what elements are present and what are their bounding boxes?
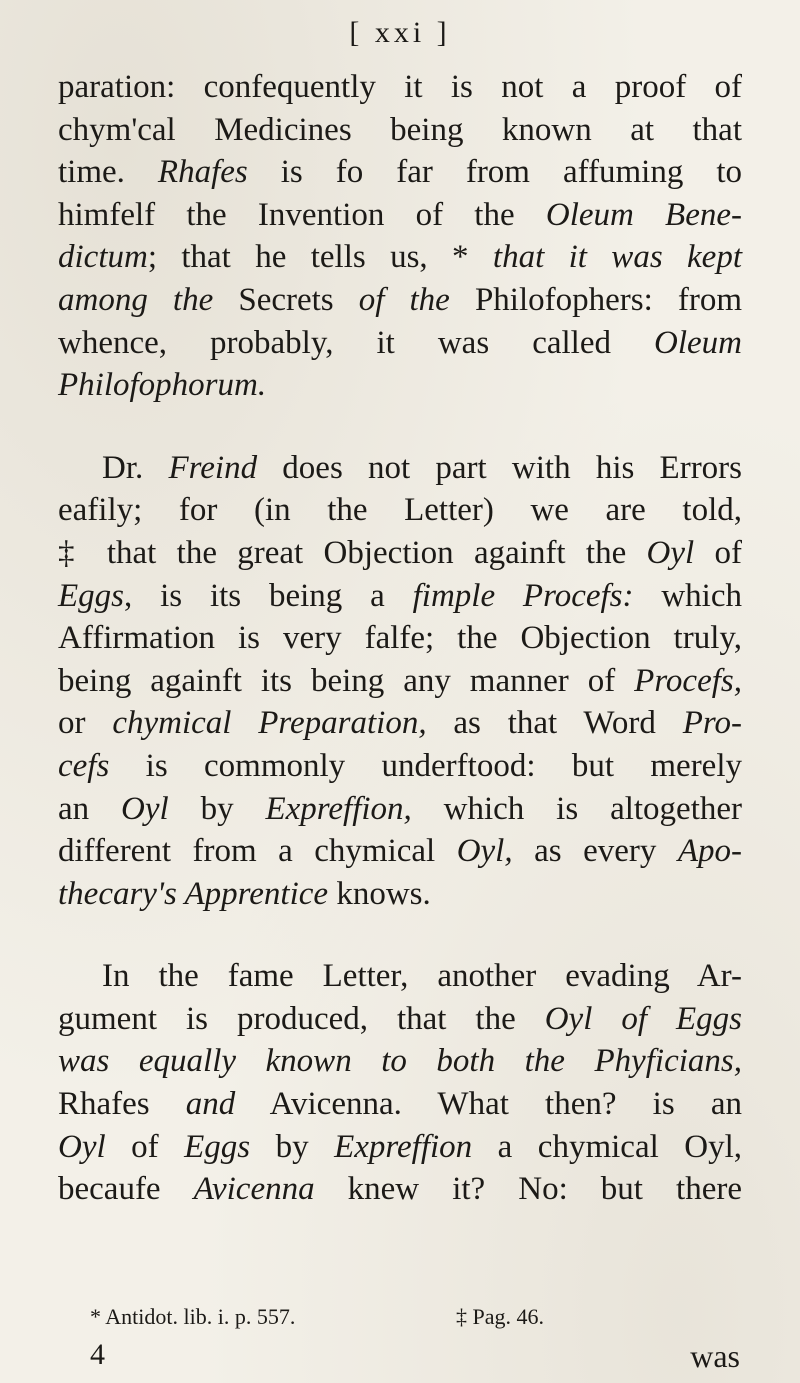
footnote-antidot: * Antidot. lib. i. p. 557. (90, 1304, 296, 1329)
text-run: paration: confequently it is not a proof of (58, 69, 742, 105)
text-line (58, 489, 742, 532)
text-line (58, 194, 742, 237)
text-line (58, 575, 742, 618)
text-run: , is its being a (124, 577, 413, 614)
italic-run: was equally known to both the Phyficians, (58, 1043, 742, 1080)
paragraph-gap (58, 407, 742, 447)
text-line (58, 447, 742, 490)
text-line (58, 66, 742, 109)
italic-run: Oyl (646, 534, 695, 571)
text-run: by (250, 1128, 335, 1165)
italic-run: Oleum Bene- (545, 196, 743, 233)
text-line (58, 788, 742, 831)
text-line (58, 364, 742, 407)
text-run: different from a chymical (58, 833, 457, 870)
italic-run: Eggs (58, 577, 124, 614)
page-body-text (58, 66, 742, 1211)
italic-run: Freind (168, 449, 258, 486)
text-line (58, 109, 742, 152)
text-line (58, 617, 742, 660)
text-run: whence, probably, it was called (58, 324, 655, 361)
italic-run: Rhafes (157, 154, 248, 191)
italic-run: fimple Procefs: (412, 577, 634, 614)
text-run: being againft its being any manner of (58, 662, 635, 699)
paragraph-gap (58, 915, 742, 955)
text-line (58, 279, 742, 322)
text-run: Affirmation is very falfe; the Objection truly, (58, 620, 742, 657)
text-run: by (168, 790, 266, 827)
text-run: Secrets (213, 281, 359, 318)
text-run: becaufe (58, 1171, 194, 1208)
text-run: time. (58, 154, 158, 191)
text-run: an (58, 790, 122, 827)
italic-run: Philofophorum. (58, 367, 267, 404)
text-run: a chymical Oyl, (472, 1128, 742, 1165)
text-run: knew it? No: but there (314, 1171, 742, 1208)
text-line (58, 1168, 742, 1211)
footnote-pag: ‡ Pag. 46. (456, 1304, 544, 1329)
text-run: Avicenna. What then? is an (235, 1086, 742, 1123)
italic-run: Avicenna (193, 1171, 315, 1208)
text-run: is fo far from affuming to (247, 154, 743, 191)
italic-run: cefs (58, 747, 110, 784)
text-run: chym'cal Medicines being known at that (58, 111, 742, 148)
italic-run: Oyl (121, 790, 169, 827)
text-run: ; that he tells us, * (147, 239, 493, 276)
italic-run: Oyl, (456, 833, 513, 870)
italic-run: among the (58, 281, 214, 318)
text-line (58, 660, 742, 703)
italic-run: dictum (58, 239, 148, 276)
text-line (58, 745, 742, 788)
text-line (58, 702, 742, 745)
italic-run: Apo- (677, 833, 742, 870)
italic-run: thecary's Apprentice (58, 875, 329, 912)
italic-run: Expreffion, (265, 790, 412, 827)
text-run: which is altogether (411, 790, 743, 827)
text-run: of (694, 534, 742, 571)
text-run: as that Word (426, 705, 683, 742)
text-line (58, 236, 742, 279)
italic-run: chymical Preparation, (112, 705, 427, 742)
text-run: Philofophers: from (449, 281, 743, 318)
italic-run: Oleum (654, 324, 742, 361)
text-line (58, 532, 742, 575)
text-run: Rhafes (58, 1086, 186, 1123)
text-run: Dr. (102, 449, 169, 486)
text-run: or (58, 705, 113, 742)
text-run: ‡ that the great Objection againft the (58, 534, 647, 571)
text-run: which (633, 577, 743, 614)
text-run: does not part with his Errors (257, 449, 743, 486)
text-run: gument is produced, that the (58, 1000, 545, 1037)
page-number-header: [ xxi ] (349, 16, 451, 49)
text-run: is commonly underftood: but merely (109, 747, 742, 784)
text-run: knows. (328, 875, 431, 912)
text-run: In the fame Letter, another evading Ar- (102, 958, 742, 995)
italic-run: Eggs (184, 1128, 251, 1165)
text-run: as every (512, 833, 678, 870)
italic-run: of the (358, 281, 450, 318)
text-line (58, 873, 742, 916)
text-run: of (105, 1128, 185, 1165)
text-line (58, 830, 742, 873)
text-line (58, 1126, 742, 1169)
text-run: himfelf the Invention of the (58, 196, 546, 233)
text-run: eafily; for (in the Letter) we are told, (58, 492, 742, 529)
italic-run: and (185, 1086, 236, 1123)
italic-run: that it was kept (492, 239, 742, 276)
catchword: was (690, 1338, 740, 1374)
italic-run: Oyl of Eggs (544, 1000, 742, 1037)
text-line (58, 1040, 742, 1083)
italic-run: Expreffion (334, 1128, 473, 1165)
text-line (58, 955, 742, 998)
italic-run: Oyl (58, 1128, 106, 1165)
text-line (58, 151, 742, 194)
italic-run: Procefs, (634, 662, 742, 699)
text-line (58, 998, 742, 1041)
signature-mark: 4 (90, 1338, 105, 1371)
italic-run: Pro- (682, 705, 742, 742)
text-line (58, 322, 742, 365)
text-line (58, 1083, 742, 1126)
